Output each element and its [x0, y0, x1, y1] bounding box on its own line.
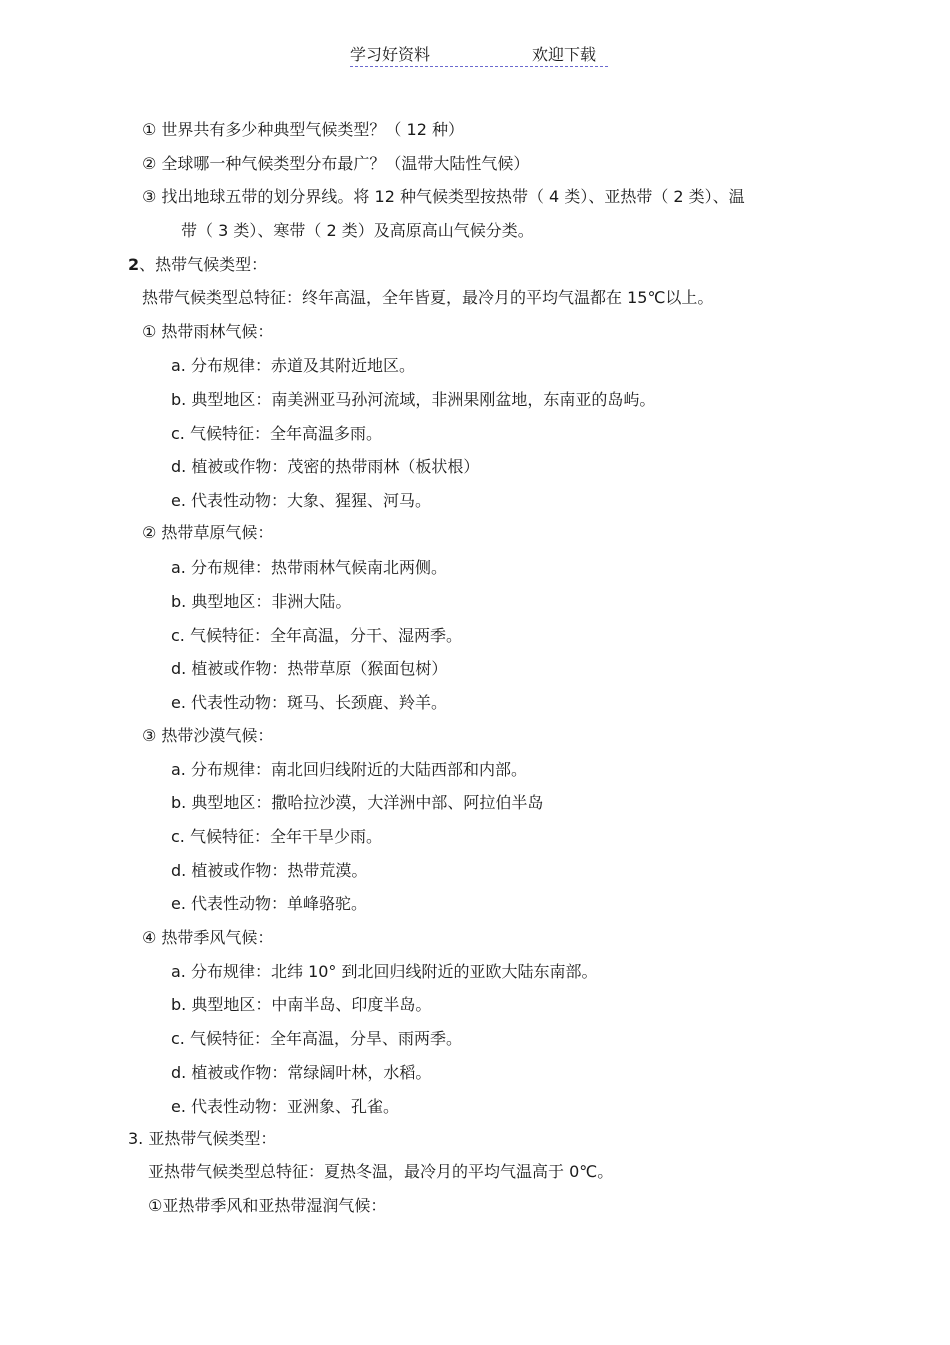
savanna-item-d: d. 植被或作物：热带草原（猴面包树） [171, 659, 448, 678]
monsoon-item-b: b. 典型地区：中南半岛、印度半岛。 [171, 995, 432, 1014]
desert-item-b: b. 典型地区：撒哈拉沙漠，大洋洲中部、阿拉伯半岛 [171, 793, 544, 812]
question-2: ② 全球哪一种气候类型分布最广？（温带大陆性气候） [142, 154, 530, 173]
rainforest-item-d: d. 植被或作物：茂密的热带雨林（板状根） [171, 457, 480, 476]
rainforest-item-a: a. 分布规律：赤道及其附近地区。 [171, 356, 415, 375]
section-2-heading [128, 255, 267, 275]
header-left-text: 学习好资料 [350, 45, 431, 64]
savanna-item-a: a. 分布规律：热带雨林气候南北两侧。 [171, 558, 447, 577]
section-3-subsection-1: ①亚热带季风和亚热带湿润气候： [148, 1196, 387, 1215]
desert-item-a: a. 分布规律：南北回归线附近的大陆西部和内部。 [171, 760, 527, 779]
rainforest-item-b: b. 典型地区：南美洲亚马孙河流域，非洲果刚盆地，东南亚的岛屿。 [171, 390, 656, 409]
monsoon-item-d: d. 植被或作物：常绿阔叶林，水稻。 [171, 1063, 432, 1082]
monsoon-item-c: c. 气候特征：全年高温，分旱、雨两季。 [171, 1029, 462, 1048]
section-3-summary: 亚热带气候类型总特征：夏热冬温，最冷月的平均气温高于 0℃。 [148, 1162, 614, 1181]
question-1: ① 世界共有多少种典型气候类型？（ 12 种） [142, 120, 464, 139]
section-2-summary: 热带气候类型总特征：终年高温，全年皆夏，最冷月的平均气温都在 15℃以上。 [142, 288, 714, 307]
question-3-continued: 带（ 3 类）、寒带（ 2 类）及高原高山气候分类。 [181, 221, 534, 240]
rainforest-title: ① 热带雨林气候： [142, 322, 274, 341]
desert-item-c: c. 气候特征：全年干旱少雨。 [171, 827, 382, 846]
monsoon-item-a: a. 分布规律：北纬 10° 到北回归线附近的亚欧大陆东南部。 [171, 962, 598, 981]
desert-item-e: e. 代表性动物：单峰骆驼。 [171, 894, 368, 913]
monsoon-item-e: e. 代表性动物：亚洲象、孔雀。 [171, 1097, 400, 1116]
section-3-heading: 3. 亚热带气候类型： [128, 1129, 277, 1148]
section-2-title: 、热带气候类型： [139, 255, 268, 274]
savanna-item-c: c. 气候特征：全年高温，分干、湿两季。 [171, 626, 462, 645]
monsoon-title: ④ 热带季风气候： [142, 928, 274, 947]
section-2-number: 2 [128, 255, 140, 274]
page-header [350, 40, 608, 67]
savanna-item-e: e. 代表性动物：斑马、长颈鹿、羚羊。 [171, 693, 448, 712]
rainforest-item-e: e. 代表性动物：大象、猩猩、河马。 [171, 491, 432, 510]
desert-title: ③ 热带沙漠气候： [142, 726, 274, 745]
rainforest-item-c: c. 气候特征：全年高温多雨。 [171, 424, 382, 443]
desert-item-d: d. 植被或作物：热带荒漠。 [171, 861, 368, 880]
question-3: ③ 找出地球五带的划分界线。将 12 种气候类型按热带（ 4 类）、亚热带（ 2 类）、温 [142, 187, 745, 206]
savanna-item-b: b. 典型地区：非洲大陆。 [171, 592, 352, 611]
header-right-text: 欢迎下载 [532, 45, 597, 64]
savanna-title: ② 热带草原气候： [142, 523, 274, 542]
